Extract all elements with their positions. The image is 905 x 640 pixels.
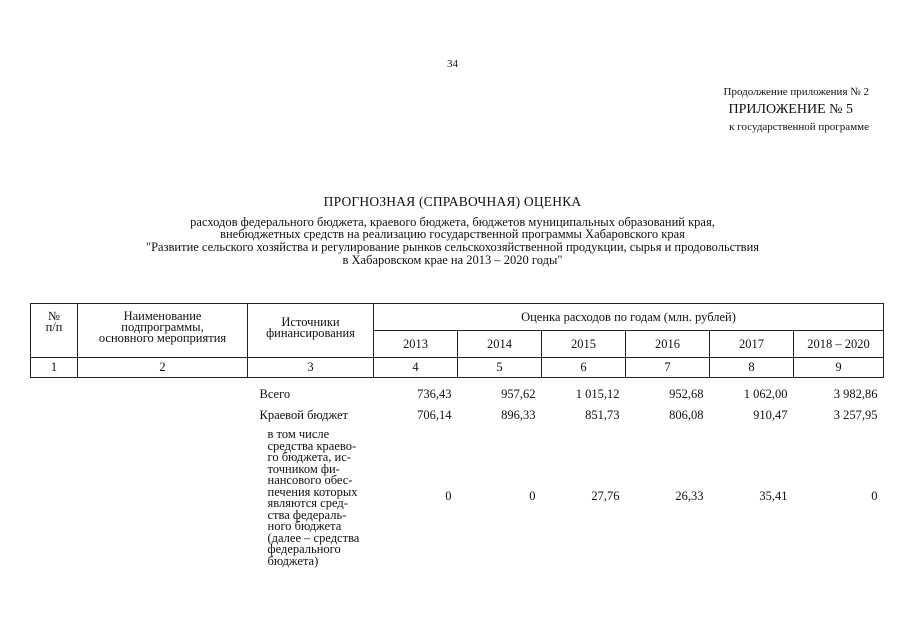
- index-cell: 6: [542, 358, 626, 378]
- table-row: [31, 384, 884, 405]
- table-row: [31, 405, 884, 426]
- value-cell: 1 015,12: [575, 387, 620, 401]
- index-cell: 2: [78, 358, 248, 378]
- source-note-line: го бюджета, ис-: [267, 450, 351, 464]
- value-cell: 27,76: [591, 489, 620, 503]
- header-name-line: основного мероприятия: [98, 331, 227, 345]
- header-year: 2014: [458, 331, 542, 358]
- value-cell: 910,47: [753, 408, 788, 422]
- document-subtitle-line: в Хабаровском крае на 2013 – 2020 годы": [342, 253, 563, 267]
- header-estimate: Оценка расходов по годам (млн. рублей): [374, 304, 884, 331]
- value-cell: 952,68: [669, 387, 704, 401]
- value-cell: 26,33: [675, 489, 704, 503]
- value-cell: 35,41: [759, 489, 788, 503]
- page-number: 34: [447, 58, 458, 70]
- header-number-line: п/п: [45, 320, 63, 334]
- appendix-title: ПРИЛОЖЕНИЕ № 5: [728, 102, 853, 117]
- header-source-line: финансирования: [266, 326, 355, 340]
- header-year: 2017: [710, 331, 794, 358]
- value-cell: 806,08: [669, 408, 704, 422]
- header-year: 2016: [626, 331, 710, 358]
- budget-estimate-table: [30, 303, 884, 567]
- document-title: ПРОГНОЗНАЯ (СПРАВОЧНАЯ) ОЦЕНКА: [323, 194, 582, 209]
- appendix-continuation: Продолжение приложения № 2: [723, 86, 869, 98]
- source-note-line: средства краево-: [267, 438, 357, 453]
- table-row: [31, 426, 884, 567]
- index-cell: 9: [794, 358, 884, 378]
- index-cell: 3: [248, 358, 374, 378]
- value-cell: 706,14: [417, 408, 452, 422]
- index-row: [31, 358, 884, 378]
- header-year: 2013: [374, 331, 458, 358]
- header-number-line: №: [48, 309, 60, 323]
- index-cell: 4: [374, 358, 458, 378]
- source-note-line: точником фи-: [267, 461, 340, 476]
- appendix-subtitle: к государственной программе: [729, 121, 869, 133]
- source-note-line: бюджета): [267, 553, 319, 568]
- header-row: [31, 304, 884, 331]
- header-name-line: Наименование: [123, 309, 202, 323]
- index-cell: 7: [626, 358, 710, 378]
- value-cell: 1 062,00: [743, 387, 788, 401]
- document-subtitle-line: внебюджетных средств на реализацию государственной программы Хабаровского края: [220, 227, 685, 241]
- value-cell: 851,73: [585, 408, 620, 422]
- index-cell: 8: [710, 358, 794, 378]
- value-cell: 3 982,86: [833, 387, 878, 401]
- index-cell: 5: [458, 358, 542, 378]
- index-cell: 1: [31, 358, 78, 378]
- value-cell: 0: [871, 489, 878, 503]
- value-cell: 3 257,95: [833, 408, 878, 422]
- header-source-line: Источники: [281, 315, 340, 329]
- source-cell: Всего: [259, 387, 291, 401]
- document-subtitle-line: "Развитие сельского хозяйства и регулирование рынков сельскохозяйственной продукции, сырья и продовольствия: [145, 240, 760, 254]
- source-note-line: (далее – средства: [267, 530, 360, 545]
- header-number: [31, 304, 78, 358]
- source-note-line: ства федераль-: [267, 507, 347, 522]
- value-cell: 0: [445, 489, 452, 503]
- source-note-line: печения которых: [267, 484, 358, 499]
- header-source: [248, 304, 374, 358]
- value-cell: 957,62: [501, 387, 536, 401]
- source-note-line: нансового обес-: [267, 473, 353, 487]
- document-subtitle-line: расходов федерального бюджета, краевого бюджета, бюджетов муниципальных образований края,: [190, 215, 715, 229]
- value-cell: 896,33: [501, 408, 536, 422]
- header-year: 2015: [542, 331, 626, 358]
- value-cell: 0: [529, 489, 536, 503]
- source-cell: Краевой бюджет: [259, 408, 348, 422]
- source-note-line: федерального: [267, 542, 341, 556]
- source-note-line: ного бюджета: [267, 519, 342, 533]
- source-note-line: в том числе: [267, 427, 330, 441]
- value-cell: 736,43: [417, 387, 452, 401]
- header-name: [78, 304, 248, 358]
- source-note-line: являются сред-: [267, 496, 348, 510]
- source-cell: [248, 426, 374, 567]
- header-year: 2018 – 2020: [794, 331, 884, 358]
- header-name-line: подпрограммы,: [121, 320, 204, 334]
